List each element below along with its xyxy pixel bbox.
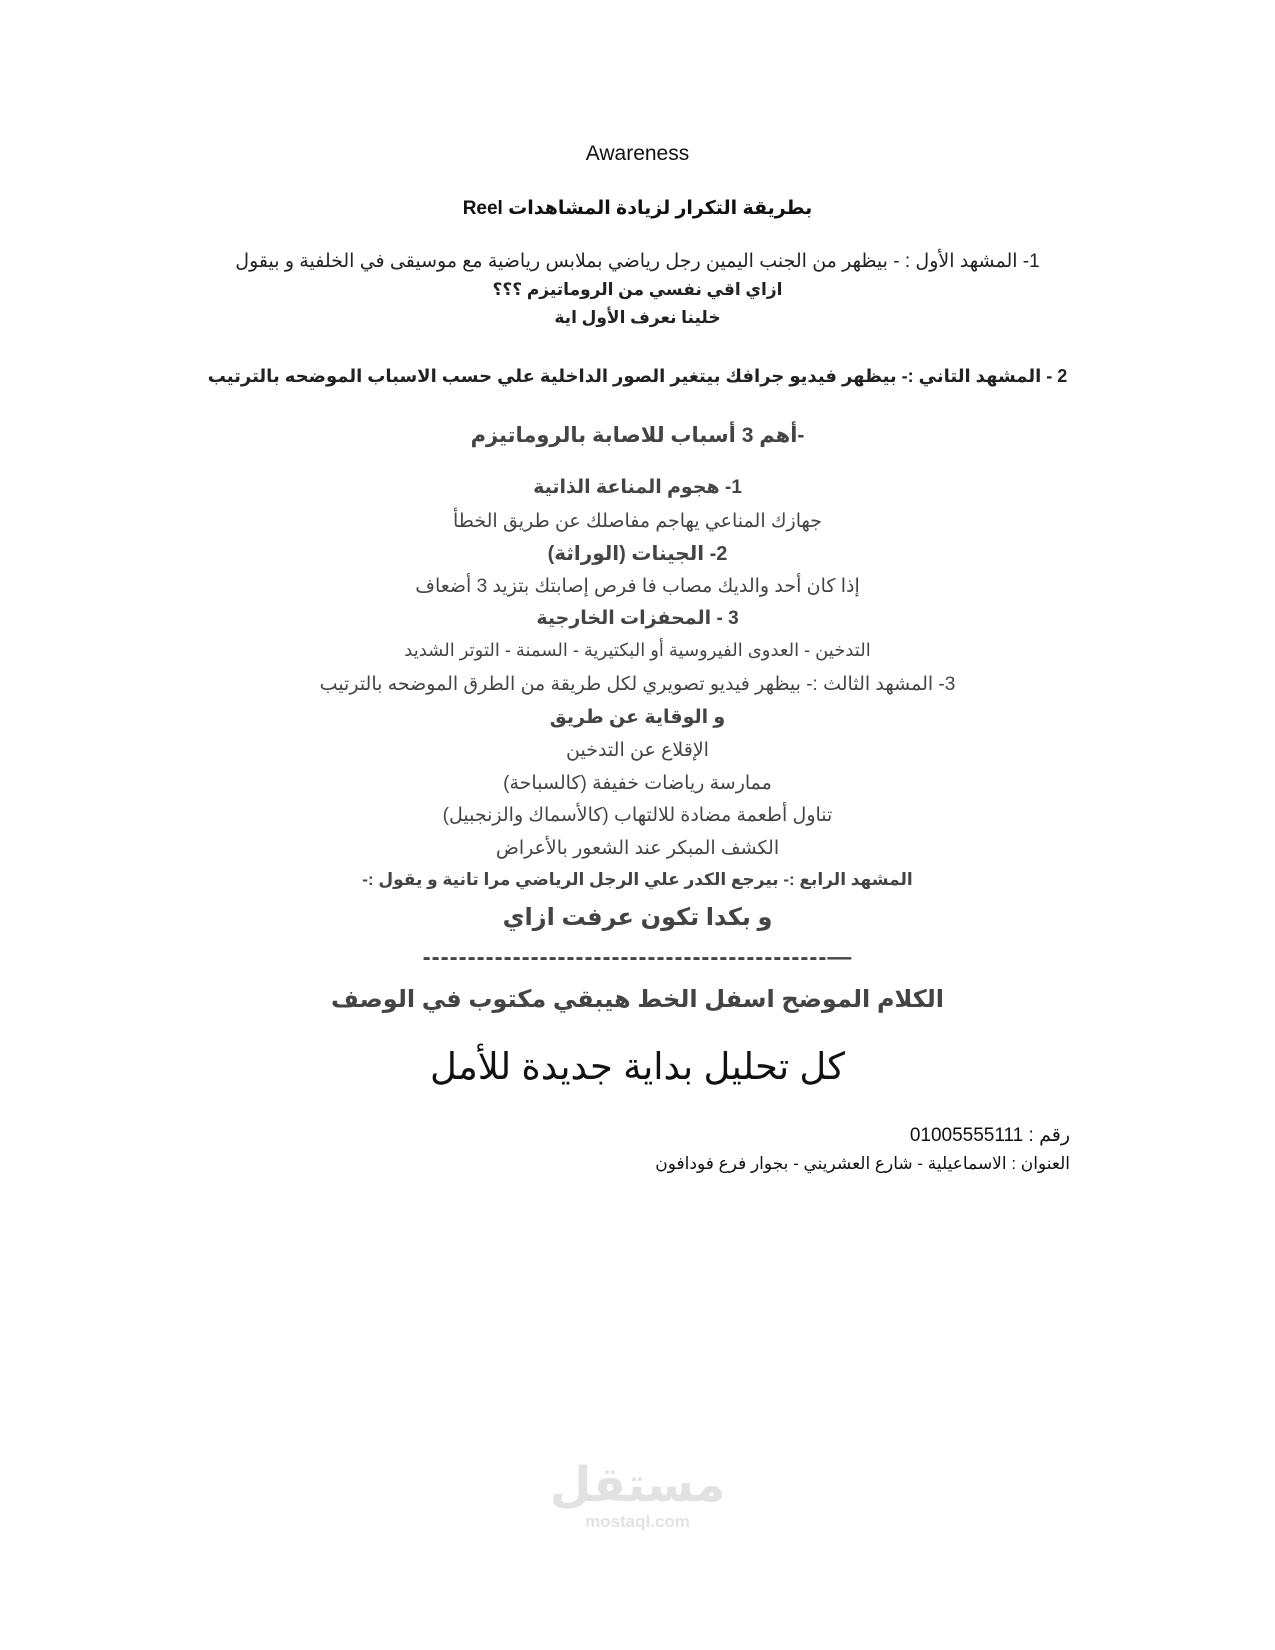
cause-2-title: 2- الجينات (الوراثة) bbox=[547, 543, 728, 565]
scene-1-line-2: ازاي اقي نفسي من الروماتيزم ؟؟؟ bbox=[492, 280, 783, 299]
scene-1-line-1: 1- المشهد الأول : - بيظهر من الجنب اليمين رجل رياضي بملابس رياضية مع موسيقى في الخلفية و بيقول bbox=[235, 251, 1040, 272]
prevention-heading: و الوقاية عن طريق bbox=[549, 707, 726, 728]
cause-2-desc: إذا كان أحد والديك مصاب فا فرص إصابتك بتزيد 3 أضعاف bbox=[415, 576, 860, 597]
watermark-site: mostaql.com bbox=[585, 1512, 690, 1531]
scene-1-line-3: خلينا نعرف الأول اية bbox=[554, 308, 721, 327]
scene-3: 3- المشهد الثالث :- بيظهر فيديو تصويري لكل طريقة من الطرق الموضحه بالترتيب bbox=[319, 674, 956, 695]
cause-3-desc: التدخين - العدوى الفيروسية أو البكتيرية - السمنة - التوتر الشديد bbox=[404, 640, 871, 660]
scene-2: 2 - المشهد التاني :- بيظهر فيديو جرافك بيتغير الصور الداخلية علي حسب الاسباب الموضحه بالترتيب bbox=[207, 366, 1068, 386]
prevention-item: ممارسة رياضات خفيفة (كالسباحة) bbox=[503, 773, 772, 794]
prevention-item: تناول أطعمة مضادة للالتهاب (كالأسماك والزنجبيل) bbox=[442, 805, 833, 826]
contact-phone bbox=[910, 1124, 1070, 1147]
cause-1-desc: جهازك المناعي يهاجم مفاصلك عن طريق الخطأ bbox=[452, 511, 823, 532]
separator-line: ---------------------------------------------— bbox=[422, 944, 853, 971]
contact-address: العنوان : الاسماعيلية - شارع العشريني - بجوار فرع فودافون bbox=[655, 1154, 1070, 1173]
watermark-logo: مستقل bbox=[549, 1459, 726, 1512]
cause-3-title: 3 - المحفزات الخارجية bbox=[536, 608, 739, 629]
cause-1-title: 1- هجوم المناعة الذاتية bbox=[533, 477, 742, 498]
phone-label: رقم : bbox=[1028, 1125, 1070, 1146]
prevention-item: الإقلاع عن التدخين bbox=[566, 740, 709, 761]
causes-heading: -أهم 3 أسباب للاصابة بالروماتيزم bbox=[470, 424, 805, 447]
prevention-item: الكشف المبكر عند الشعور بالأعراض bbox=[495, 838, 780, 859]
phone-number: 01005555111 bbox=[909, 1125, 1024, 1146]
document-title: Awareness bbox=[585, 142, 690, 165]
description-note: الكلام الموضح اسفل الخط هيبقي مكتوب في الوصف bbox=[331, 986, 944, 1013]
closing-line: و بكدا تكون عرفت ازاي bbox=[502, 904, 773, 931]
scene-4: المشهد الرابع :- بيرجع الكدر علي الرجل الرياضي مرا تانية و يقول :- bbox=[362, 870, 913, 889]
document-subtitle: بطريقة التكرار لزيادة المشاهدات Reel bbox=[462, 198, 813, 219]
slogan: كل تحليل بداية جديدة للأمل bbox=[429, 1046, 846, 1087]
